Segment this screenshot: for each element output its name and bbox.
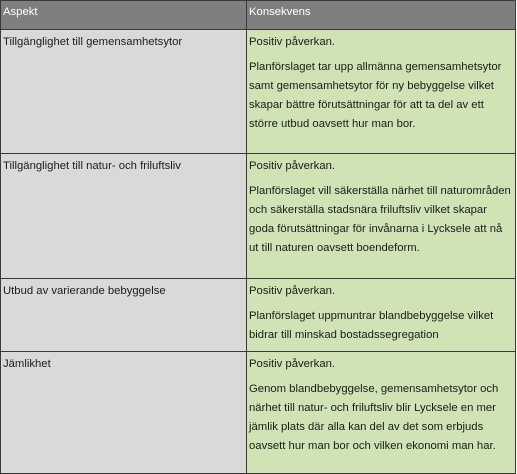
impact-rating: Positiv påverkan.: [249, 285, 336, 297]
header-consequence: Konsekvens: [247, 1, 516, 30]
consequence-cell: [247, 154, 516, 279]
aspect-cell: Utbud av varierande bebyggelse: [1, 279, 247, 352]
impact-rating: Positiv påverkan.: [249, 36, 336, 48]
table-row: [1, 154, 516, 279]
impact-description: Genom blandbebyggelse, gemensamhetsytor och närhet till natur- och friluftsliv blir Lycksele en mer jämlik plats där alla kan del av det som erbjuds oavsett hur man bor och vilken ekonomi man har.: [249, 383, 499, 452]
aspect-cell: Jämlikhet: [1, 352, 247, 474]
table-row: [1, 352, 516, 474]
header-row: [1, 1, 516, 30]
header-aspect: Aspekt: [1, 1, 247, 30]
impact-rating: Positiv påverkan.: [249, 358, 336, 370]
aspect-cell: Tillgänglighet till natur- och friluftsliv: [1, 154, 247, 279]
impact-description: Planförslaget uppmuntrar blandbebyggelse vilket bidrar till minskad bostadssegregation: [249, 310, 494, 341]
aspect-cell: Tillgänglighet till gemensamhetsytor: [1, 30, 247, 154]
consequence-cell: [247, 352, 516, 474]
table-row: [1, 30, 516, 154]
impact-description: Planförslaget vill säkerställa närhet till naturområden och säkerställa stadsnära friluftsliv vilket skapar goda förutsättningar för invånarna i Lycksele att nå ut till naturen oavsett boendeform.: [249, 185, 511, 254]
impact-rating: Positiv påverkan.: [249, 160, 336, 172]
consequence-cell: [247, 30, 516, 154]
table-row: [1, 279, 516, 352]
impact-description: Planförslaget tar upp allmänna gemensamhetsytor samt gemensamhetsytor för ny bebyggelse vilket skapar bättre förutsättningar för att ta del av ett större utbud oavsett hur man bor.: [249, 61, 502, 130]
consequence-cell: [247, 279, 516, 352]
